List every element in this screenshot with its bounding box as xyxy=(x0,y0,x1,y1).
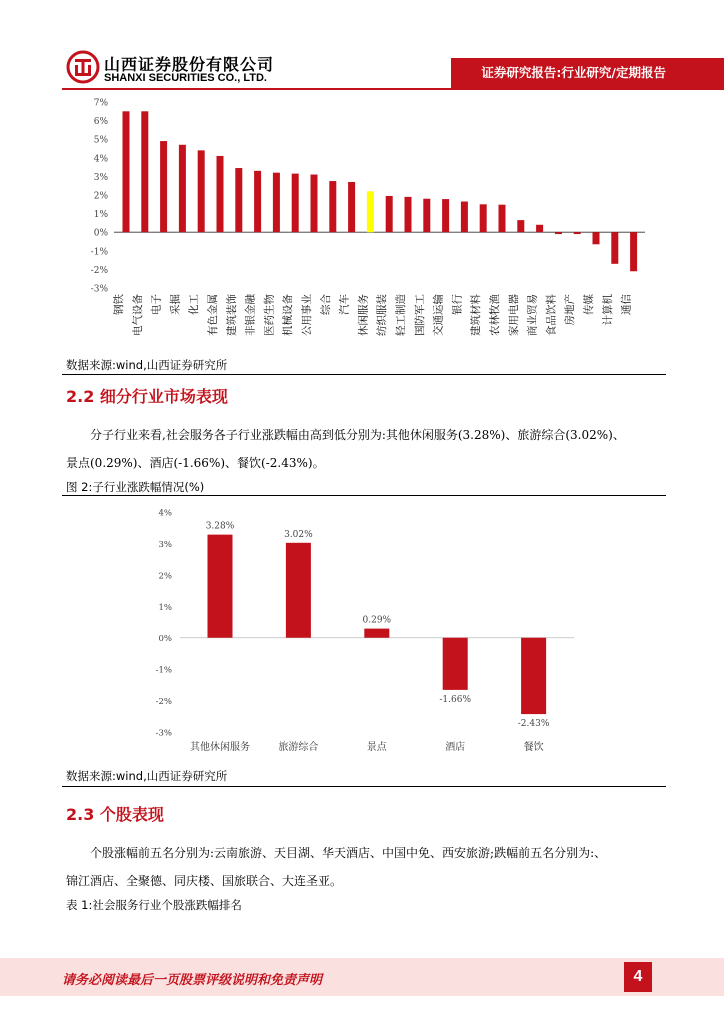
chart1-category-label: 化工 xyxy=(188,294,201,315)
chart1-bar xyxy=(273,173,280,233)
chart1-category-label: 传媒 xyxy=(583,294,595,315)
chart1-category-label: 商业贸易 xyxy=(526,293,539,336)
subindustry-change-chart xyxy=(62,500,662,762)
chart2-y-tick-label: -2% xyxy=(155,697,172,708)
chart2-data-label: 3.28% xyxy=(205,521,235,532)
chart1-bar xyxy=(367,191,374,232)
chart1-category-label: 钢铁 xyxy=(113,294,125,315)
chart1-category-label: 国防军工 xyxy=(413,294,426,336)
chart1-category-label: 房地产 xyxy=(564,294,577,326)
chart1-category-label: 家用电器 xyxy=(507,294,520,336)
chart1-bar xyxy=(480,204,487,232)
chart1-category-label: 轻工制造 xyxy=(395,294,407,336)
paragraph-2-3-line2: 锦江酒店、全聚德、同庆楼、国旅联合、大连圣亚。 xyxy=(66,874,343,888)
chart1-bar xyxy=(423,199,430,232)
source-divider-2 xyxy=(62,786,666,787)
chart2-category-label: 餐饮 xyxy=(523,742,544,753)
chart1-y-tick-label: 7% xyxy=(93,98,108,109)
footer-disclaimer: 请务必阅读最后一页股票评级说明和免责声明 xyxy=(62,973,323,988)
chart2-data-label: 3.02% xyxy=(284,529,313,540)
chart1-y-tick-label: 4% xyxy=(93,154,108,165)
chart1-y-tick-label: 1% xyxy=(93,210,108,221)
figure2-caption: 图 2:子行业涨跌幅情况(%) xyxy=(66,480,205,494)
chart1-bar xyxy=(254,171,261,232)
report-type-banner: 证券研究报告:行业研究/定期报告 xyxy=(451,58,724,88)
chart1-category-label: 有色金属 xyxy=(207,294,219,336)
chart1-category-label: 食品饮料 xyxy=(545,294,558,337)
industry-change-chart xyxy=(62,92,662,354)
chart1-bar xyxy=(217,156,224,232)
chart1-bar xyxy=(555,232,562,234)
chart1-category-label: 综合 xyxy=(319,294,332,315)
chart1-y-tick-label: -1% xyxy=(90,247,108,258)
chart1-y-tick-label: -2% xyxy=(90,265,108,276)
company-name-en: SHANXI SECURITIES CO., LTD. xyxy=(104,72,267,84)
chart1-bar xyxy=(292,174,299,233)
table1-caption: 表 1:社会服务行业个股涨跌幅排名 xyxy=(66,898,242,912)
chart1-bar xyxy=(160,141,167,232)
chart2-bar xyxy=(286,543,311,638)
chart1-bar xyxy=(593,232,600,244)
chart1-category-label: 纺织服装 xyxy=(376,294,389,336)
chart1-category-label: 休闲服务 xyxy=(357,294,370,336)
chart2-y-tick-label: 0% xyxy=(158,634,172,645)
chart1-bar xyxy=(386,196,393,232)
chart1-bar xyxy=(536,225,543,232)
chart2-y-tick-label: -1% xyxy=(155,665,172,676)
paragraph-2-3-line1: 个股涨幅前五名分别为:云南旅游、天目湖、华天酒店、中国中免、西安旅游;跌幅前五名分别为:、 xyxy=(90,846,607,860)
chart2-y-tick-label: 2% xyxy=(158,571,172,582)
chart2-category-label: 酒店 xyxy=(445,742,466,753)
page-header xyxy=(0,0,724,90)
chart1-category-label: 医药生物 xyxy=(263,294,276,336)
chart1-bar xyxy=(311,175,318,233)
chart2-category-label: 旅游综合 xyxy=(278,742,319,753)
chart2-category-label: 其他休闲服务 xyxy=(190,742,250,753)
chart1-category-label: 农林牧渔 xyxy=(489,294,501,336)
chart2-y-tick-label: 4% xyxy=(158,508,172,519)
chart1-category-label: 汽车 xyxy=(338,294,351,315)
chart2-data-label: 0.29% xyxy=(362,615,392,626)
chart1-bar xyxy=(442,199,449,232)
chart1-bar xyxy=(611,232,618,264)
chart1-category-label: 建筑装饰 xyxy=(225,294,238,336)
chart1-y-tick-label: 0% xyxy=(93,228,108,239)
chart1-y-tick-label: 3% xyxy=(93,172,108,183)
chart2-y-tick-label: 1% xyxy=(158,602,172,613)
chart2-y-tick-label: -3% xyxy=(155,728,172,739)
caption-divider xyxy=(62,495,666,496)
chart1-bar xyxy=(499,205,506,233)
chart1-bar xyxy=(235,168,242,232)
chart1-bar xyxy=(198,150,205,232)
chart1-bar xyxy=(405,197,412,232)
company-name-cn: 山西证券股份有限公司 xyxy=(104,55,275,74)
chart1-bar xyxy=(574,232,581,234)
chart1-category-label: 建筑材料 xyxy=(470,294,483,336)
paragraph-2-2-line2: 景点(0.29%)、酒店(-1.66%)、餐饮(-2.43%)。 xyxy=(66,456,325,470)
chart2-category-label: 景点 xyxy=(366,742,387,753)
chart1-category-label: 银行 xyxy=(451,294,464,315)
chart1-y-tick-label: 2% xyxy=(93,191,108,202)
chart1-bar xyxy=(123,111,130,232)
chart1-source: 数据来源:wind,山西证券研究所 xyxy=(66,358,228,372)
chart1-bar xyxy=(329,181,336,232)
paragraph-2-2-line1: 分子行业来看,社会服务各子行业涨跌幅由高到低分别为:其他休闲服务(3.28%)、旅游综合(3.02%)、 xyxy=(90,428,625,442)
chart2-bar xyxy=(443,638,468,690)
source-divider xyxy=(62,374,666,375)
chart1-bar xyxy=(179,145,186,232)
chart2-y-tick-label: 3% xyxy=(158,539,172,550)
chart1-category-label: 通信 xyxy=(620,294,633,315)
chart1-category-label: 非银金融 xyxy=(244,294,257,336)
chart1-y-tick-label: 5% xyxy=(93,135,108,146)
chart1-category-label: 交通运输 xyxy=(432,294,445,336)
chart2-bar xyxy=(364,629,389,638)
chart1-category-label: 电气设备 xyxy=(131,294,144,336)
chart2-data-label: -2.43% xyxy=(517,719,550,730)
header-divider xyxy=(62,88,724,90)
chart1-y-tick-label: 6% xyxy=(93,117,108,128)
chart1-category-label: 计算机 xyxy=(601,294,614,326)
chart2-bar xyxy=(208,535,233,638)
section-title-2-2: 2.2 细分行业市场表现 xyxy=(66,387,228,406)
chart1-category-label: 采掘 xyxy=(169,294,182,315)
chart2-source: 数据来源:wind,山西证券研究所 xyxy=(66,769,228,783)
chart1-y-tick-label: -3% xyxy=(90,284,108,295)
page-number: 4 xyxy=(624,962,652,992)
shanxi-securities-logo-icon xyxy=(66,50,100,84)
chart2-data-label: -1.66% xyxy=(439,694,472,705)
chart1-bar xyxy=(348,182,355,232)
chart1-category-label: 电子 xyxy=(150,294,163,315)
chart2-bar xyxy=(521,638,546,714)
chart1-bar xyxy=(630,232,637,271)
chart1-category-label: 机械设备 xyxy=(282,294,295,336)
chart1-bar xyxy=(141,111,148,232)
chart1-category-label: 公用事业 xyxy=(301,294,313,336)
chart1-bar xyxy=(461,202,468,233)
chart1-bar xyxy=(517,220,524,232)
section-title-2-3: 2.3 个股表现 xyxy=(66,805,164,824)
